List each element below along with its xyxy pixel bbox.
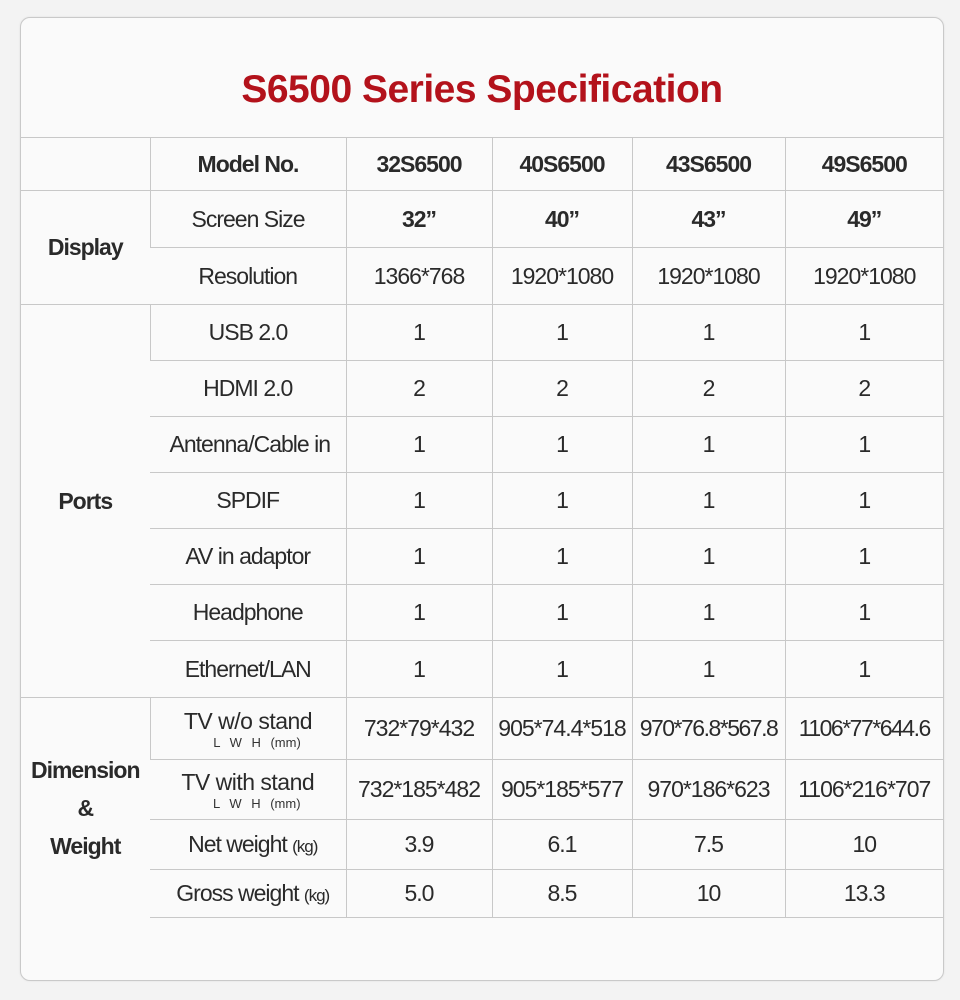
weight-value: 6.1 [492,820,632,870]
resolution-value: 1920*1080 [785,248,943,305]
category-dimension-line: & [77,794,94,821]
row-label-usb: USB 2.0 [150,305,346,361]
dimension-value: 732*79*432 [346,698,492,760]
model-header: 49S6500 [785,138,943,191]
model-header: 40S6500 [492,138,632,191]
spec-table [21,137,943,918]
dimension-value: 732*185*482 [346,760,492,820]
dimension-value: 1106*77*644.6 [785,698,943,760]
port-count: 1 [632,585,785,641]
row-label-tv-with-stand [150,760,346,820]
header-empty-cell [21,138,150,191]
model-header: 43S6500 [632,138,785,191]
weight-value: 3.9 [346,820,492,870]
row-label-sub [151,735,346,750]
port-count: 1 [346,585,492,641]
port-count: 1 [346,417,492,473]
screen-size-value: 40” [492,191,632,248]
port-count: 1 [492,641,632,698]
screen-size-value: 32” [346,191,492,248]
unit-label: (kg) [303,886,330,905]
weight-value: 10 [632,870,785,918]
row-label-spdif: SPDIF [150,473,346,529]
table-row [21,585,943,641]
port-count: 1 [632,473,785,529]
table-row [21,473,943,529]
screen-size-value: 43” [632,191,785,248]
category-dimension-line: Weight [50,832,121,859]
port-count: 2 [632,361,785,417]
spec-card [20,17,944,981]
table-row [21,698,943,760]
table-row [21,191,943,248]
dimension-value: 905*74.4*518 [492,698,632,760]
row-label-headphone: Headphone [150,585,346,641]
port-count: 1 [632,641,785,698]
resolution-value: 1366*768 [346,248,492,305]
category-dimension-line: Dimension [30,756,140,783]
port-count: 1 [785,585,943,641]
unit-label: (kg) [292,837,318,856]
weight-value: 10 [785,820,943,870]
weight-value: 8.5 [492,870,632,918]
unit-label: (mm) [270,734,301,750]
port-count: 1 [785,529,943,585]
port-count: 1 [785,641,943,698]
model-no-label: Model No. [150,138,346,191]
table-row [21,760,943,820]
page-title: S6500 Series Specification [241,68,723,111]
table-row [21,417,943,473]
dimension-value: 970*76.8*567.8 [632,698,785,760]
resolution-value: 1920*1080 [632,248,785,305]
weight-value: 13.3 [785,870,943,918]
row-label-av-in: AV in adaptor [150,529,346,585]
row-label-resolution: Resolution [150,248,346,305]
row-label-main: TV with stand [181,768,315,795]
dimension-value: 970*186*623 [632,760,785,820]
row-label-hdmi: HDMI 2.0 [150,361,346,417]
port-count: 2 [346,361,492,417]
table-row [21,529,943,585]
category-ports: Ports [21,305,150,698]
weight-value: 7.5 [632,820,785,870]
table-row [21,305,943,361]
model-header: 32S6500 [346,138,492,191]
port-count: 1 [492,529,632,585]
header-row [21,138,943,191]
lwh-label: L W H [212,795,261,811]
port-count: 1 [492,585,632,641]
port-count: 2 [785,361,943,417]
dimension-value: 905*185*577 [492,760,632,820]
port-count: 1 [346,305,492,361]
category-display: Display [21,191,150,305]
table-row [21,870,943,918]
table-row [21,361,943,417]
port-count: 1 [632,529,785,585]
port-count: 1 [785,305,943,361]
row-label-main: Gross weight [176,880,299,906]
dimension-value: 1106*216*707 [785,760,943,820]
row-label-tv-without-stand [150,698,346,760]
port-count: 1 [632,417,785,473]
port-count: 1 [492,305,632,361]
row-label-main: Net weight [188,831,287,857]
resolution-value: 1920*1080 [492,248,632,305]
unit-label: (mm) [270,795,301,811]
port-count: 1 [492,417,632,473]
port-count: 1 [632,305,785,361]
row-label-screen-size: Screen Size [150,191,346,248]
row-label-ethernet: Ethernet/LAN [150,641,346,698]
port-count: 1 [492,473,632,529]
table-row [21,641,943,698]
weight-value: 5.0 [346,870,492,918]
category-dimension-weight [21,698,150,918]
port-count: 1 [346,641,492,698]
lwh-label: L W H [213,734,261,750]
port-count: 1 [346,473,492,529]
row-label-gross-weight [150,870,346,918]
row-label-antenna: Antenna/Cable in [150,417,346,473]
port-count: 1 [785,473,943,529]
row-label-net-weight [150,820,346,870]
port-count: 2 [492,361,632,417]
port-count: 1 [785,417,943,473]
row-label-sub [150,796,346,811]
port-count: 1 [346,529,492,585]
screen-size-value: 49” [785,191,943,248]
table-row [21,248,943,305]
row-label-main: TV w/o stand [183,707,313,734]
table-row [21,820,943,870]
